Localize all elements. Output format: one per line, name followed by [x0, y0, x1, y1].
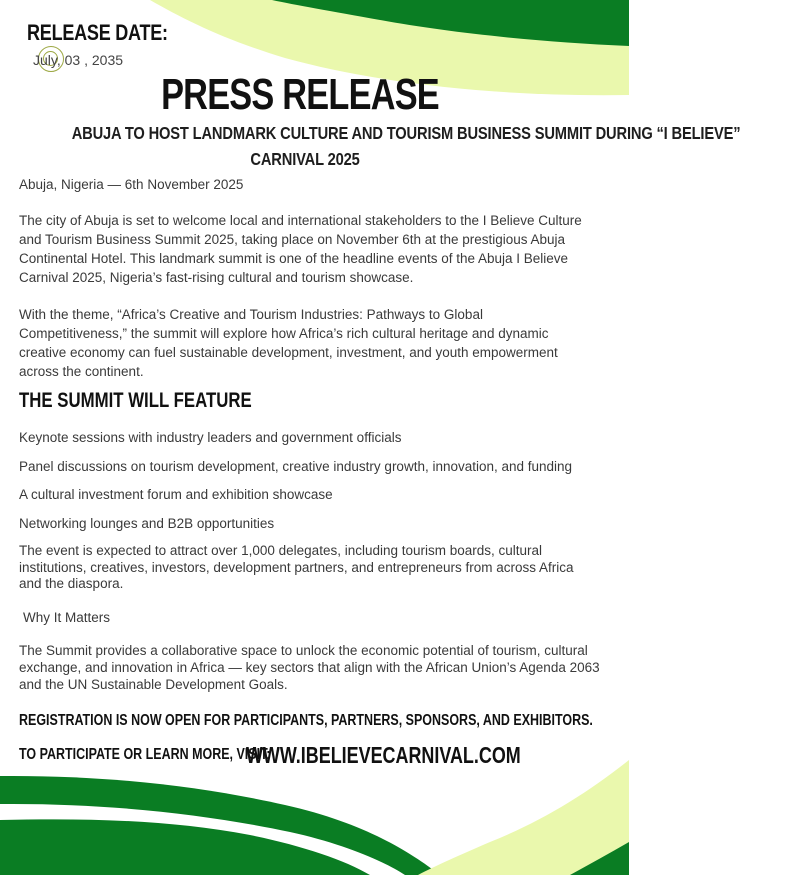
why-it-matters-heading: Why It Matters [23, 610, 111, 625]
list-item: Keynote sessions with industry leaders and government officials [19, 430, 402, 445]
dateline: Abuja, Nigeria — 6th November 2025 [19, 177, 244, 192]
theme-paragraph: With the theme, “Africa’s Creative and Tourism Industries: Pathways to Global Competitiveness,” the summit will explore how Africa’s rich cultural heritage and dynamic creative economy can fuel sustainable development, investment, and youth empowerment across the continent. [19, 307, 558, 379]
visit-label: TO PARTICIPATE OR LEARN MORE, VISIT: [19, 746, 271, 763]
release-date-label: RELEASE DATE: [27, 20, 168, 45]
website-link[interactable]: WWW.IBELIEVECARNIVAL.COM [246, 742, 521, 768]
page-title: PRESS RELEASE [161, 70, 439, 119]
release-date-value: July, 03 , 2035 [33, 52, 124, 68]
list-item: Panel discussions on tourism development, creative industry growth, innovation, and funding [19, 458, 573, 474]
registration-notice: REGISTRATION IS NOW OPEN FOR PARTICIPANTS, PARTNERS, SPONSORS, AND EXHIBITORS. [19, 712, 593, 729]
features-heading: THE SUMMIT WILL FEATURE [19, 389, 252, 412]
headline [8, 120, 741, 172]
list-item: Networking lounges and B2B opportunities [19, 515, 275, 531]
headline-line-2: CARNIVAL 2025 [249, 149, 360, 169]
attendance-paragraph: The event is expected to attract over 1,000 delegates, including tourism boards, cultural institutions, creatives, investors, development partners, and entrepreneurs from across Africa and the diaspora. [19, 543, 574, 591]
features-list [19, 428, 599, 542]
why-it-matters-paragraph: The Summit provides a collaborative space to unlock the economic potential of tourism, cultural exchange, and innovation in Africa — key sectors that align with the African Union’s Agenda 2063 and the UN Sustainable Development Goals. [19, 643, 600, 692]
intro-paragraph: The city of Abuja is set to welcome local and international stakeholders to the I Believe Culture and Tourism Business Summit 2025, taking place on November 6th at the prestigious Abuja Continental Hotel. This landmark summit is one of the headline events of the Abuja I Believe Carnival 2025, Nigeria’s fast-rising cultural and tourism showcase. [19, 213, 582, 285]
headline-line-1: ABUJA TO HOST LANDMARK CULTURE AND TOURISM BUSINESS SUMMIT DURING “I BELIEVE” [71, 123, 741, 143]
list-item: A cultural investment forum and exhibition showcase [19, 487, 333, 502]
